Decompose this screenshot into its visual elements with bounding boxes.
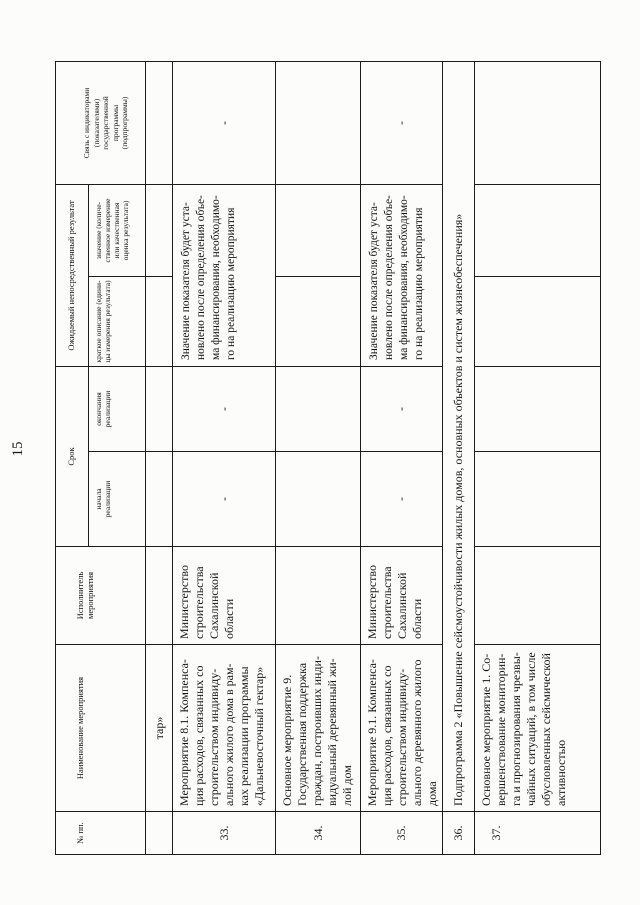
text-line: цы измерения результата) <box>103 280 112 363</box>
table-row <box>361 62 443 855</box>
link-cell: - <box>361 62 443 185</box>
row-num-cell: 34. <box>276 812 361 855</box>
name-cell <box>475 645 601 812</box>
text-line: го на реализацию мероприятия <box>413 207 425 360</box>
text-line: обусловленных сейсмической <box>539 653 553 806</box>
result-cell <box>173 185 276 367</box>
link-cell <box>146 62 173 185</box>
header-result-desc <box>89 277 146 367</box>
activities-table <box>55 61 601 855</box>
table-row <box>276 62 361 855</box>
header-term-start <box>89 452 146 547</box>
executor-cell <box>173 547 276 645</box>
text-line: Государственная поддержка <box>295 662 309 806</box>
executor-cell <box>361 547 443 645</box>
text-line: строительства <box>192 566 206 639</box>
term-end-cell <box>475 367 601 452</box>
text-line: Значение показателя будет уста- <box>368 202 380 360</box>
result-value-cell <box>146 185 173 277</box>
text-line: строительством индивиду- <box>207 668 221 806</box>
text-line: (показателями) <box>91 98 101 148</box>
text-line: Значение показателя будет уста- <box>180 202 192 360</box>
table-row <box>146 62 173 855</box>
text-line: ального жилого дома в рам- <box>222 663 236 806</box>
text-line: Основное мероприятие 1. Со- <box>479 653 493 806</box>
term-start-cell <box>276 452 361 547</box>
text-line: чайных ситуаций, в том числе <box>524 652 538 806</box>
text-line: строительства <box>380 566 394 639</box>
result-value-cell <box>475 185 601 277</box>
term-start-cell: - <box>361 452 443 547</box>
text-line: ках реализации программы <box>237 666 251 806</box>
text-line: программы <box>110 104 120 142</box>
text-line: активностью <box>554 739 568 806</box>
text-line: строительством индивиду- <box>395 668 409 806</box>
text-line: (подпрограммы) <box>120 96 129 150</box>
text-line: государственной <box>101 96 110 150</box>
text-line: или качественная <box>112 202 121 259</box>
result-cell <box>361 185 443 367</box>
header-term-end <box>89 367 146 452</box>
result-value-cell <box>276 185 361 277</box>
text-line: Исполнитель <box>75 571 85 620</box>
row-num-cell <box>146 812 173 855</box>
table-header-row <box>56 62 89 855</box>
text-line: го на реализацию мероприятия <box>225 207 237 360</box>
row-num-cell: 36. <box>443 812 475 855</box>
executor-cell <box>276 547 361 645</box>
text-line: тар» <box>151 716 166 740</box>
text-line: области <box>410 598 424 639</box>
result-desc-cell <box>146 277 173 367</box>
link-cell: - <box>173 62 276 185</box>
header-link <box>56 62 146 185</box>
subprogram-title-cell: Подпрограмма 2 «Повышение сейсмоустойчивости жилых домов, основных объектов и систем жизнеобеспечения» <box>443 62 475 812</box>
text-line: ма финансирования, необходимо- <box>398 195 410 360</box>
term-start-cell <box>475 452 601 547</box>
table-row <box>475 62 601 855</box>
text-line: ственное измерение <box>103 198 112 263</box>
result-desc-cell <box>276 277 361 367</box>
link-cell <box>475 62 601 185</box>
executor-cell <box>475 547 601 645</box>
text-line: Основное мероприятие 9. <box>280 674 294 806</box>
text-line: Министерство <box>365 565 379 639</box>
text-line: вершенствование мониторин- <box>494 653 508 806</box>
term-start-cell: - <box>173 452 276 547</box>
text-line: ального деревянного жилого <box>410 659 424 806</box>
text-line: оценка результата) <box>121 200 130 261</box>
table-row <box>173 62 276 855</box>
text-line: реализации <box>103 480 112 518</box>
text-line: ма финансирования, необходимо- <box>210 195 222 360</box>
text-line: мероприятия <box>84 571 95 620</box>
name-cell <box>173 645 276 812</box>
header-result-value <box>89 185 146 277</box>
row-num-cell: 35. <box>361 812 443 855</box>
text-line: Мероприятие 8.1. Компенса- <box>177 659 191 806</box>
text-line: новлено после определения объе- <box>383 195 395 360</box>
table-row-subprogram <box>443 62 475 855</box>
text-line: реализации <box>103 390 112 428</box>
text-line: окончания <box>94 392 103 426</box>
text-line: значение (количе- <box>94 201 103 260</box>
text-line: краткое описание (едини- <box>94 280 103 363</box>
text-line: Сахалинской <box>207 572 221 639</box>
text-line: видуальный деревянный жи- <box>325 658 339 806</box>
name-cell <box>361 645 443 812</box>
text-line: га и прогнозирования чрезвы- <box>509 652 523 806</box>
term-end-cell <box>146 367 173 452</box>
header-term: Срок <box>56 367 89 547</box>
link-cell <box>276 62 361 185</box>
text-line: новлено после определения объе- <box>195 195 207 360</box>
text-line: области <box>222 598 236 639</box>
name-cell <box>146 645 173 812</box>
text-line: дома <box>425 781 439 806</box>
executor-cell <box>146 547 173 645</box>
header-result: Ожидаемый непосредственный результат <box>56 185 89 367</box>
text-line: «Дальневосточный гектар» <box>252 666 266 806</box>
name-cell <box>276 645 361 812</box>
term-end-cell <box>276 367 361 452</box>
page-number: 15 <box>10 441 26 457</box>
row-num-cell: 33. <box>173 812 276 855</box>
text-line: лой дом <box>340 765 354 806</box>
term-start-cell <box>146 452 173 547</box>
text-line: ция расходов, связанных со <box>192 665 206 806</box>
header-num: № пп. <box>56 812 146 855</box>
result-desc-cell <box>475 277 601 367</box>
text-line: Сахалинской <box>395 572 409 639</box>
text-line: граждан, построивших инди- <box>310 656 324 806</box>
term-end-cell: - <box>173 367 276 452</box>
term-end-cell: - <box>361 367 443 452</box>
text-line: Министерство <box>177 565 191 639</box>
row-num-cell: 37. <box>475 812 601 855</box>
header-name: Наименование мероприятия <box>56 645 146 812</box>
header-executor <box>56 547 146 645</box>
text-line: начала <box>94 488 103 510</box>
text-line: ция расходов, связанных со <box>380 665 394 806</box>
text-line: Мероприятие 9.1. Компенса- <box>365 659 379 806</box>
text-line: Связь с индикаторами <box>82 87 91 159</box>
